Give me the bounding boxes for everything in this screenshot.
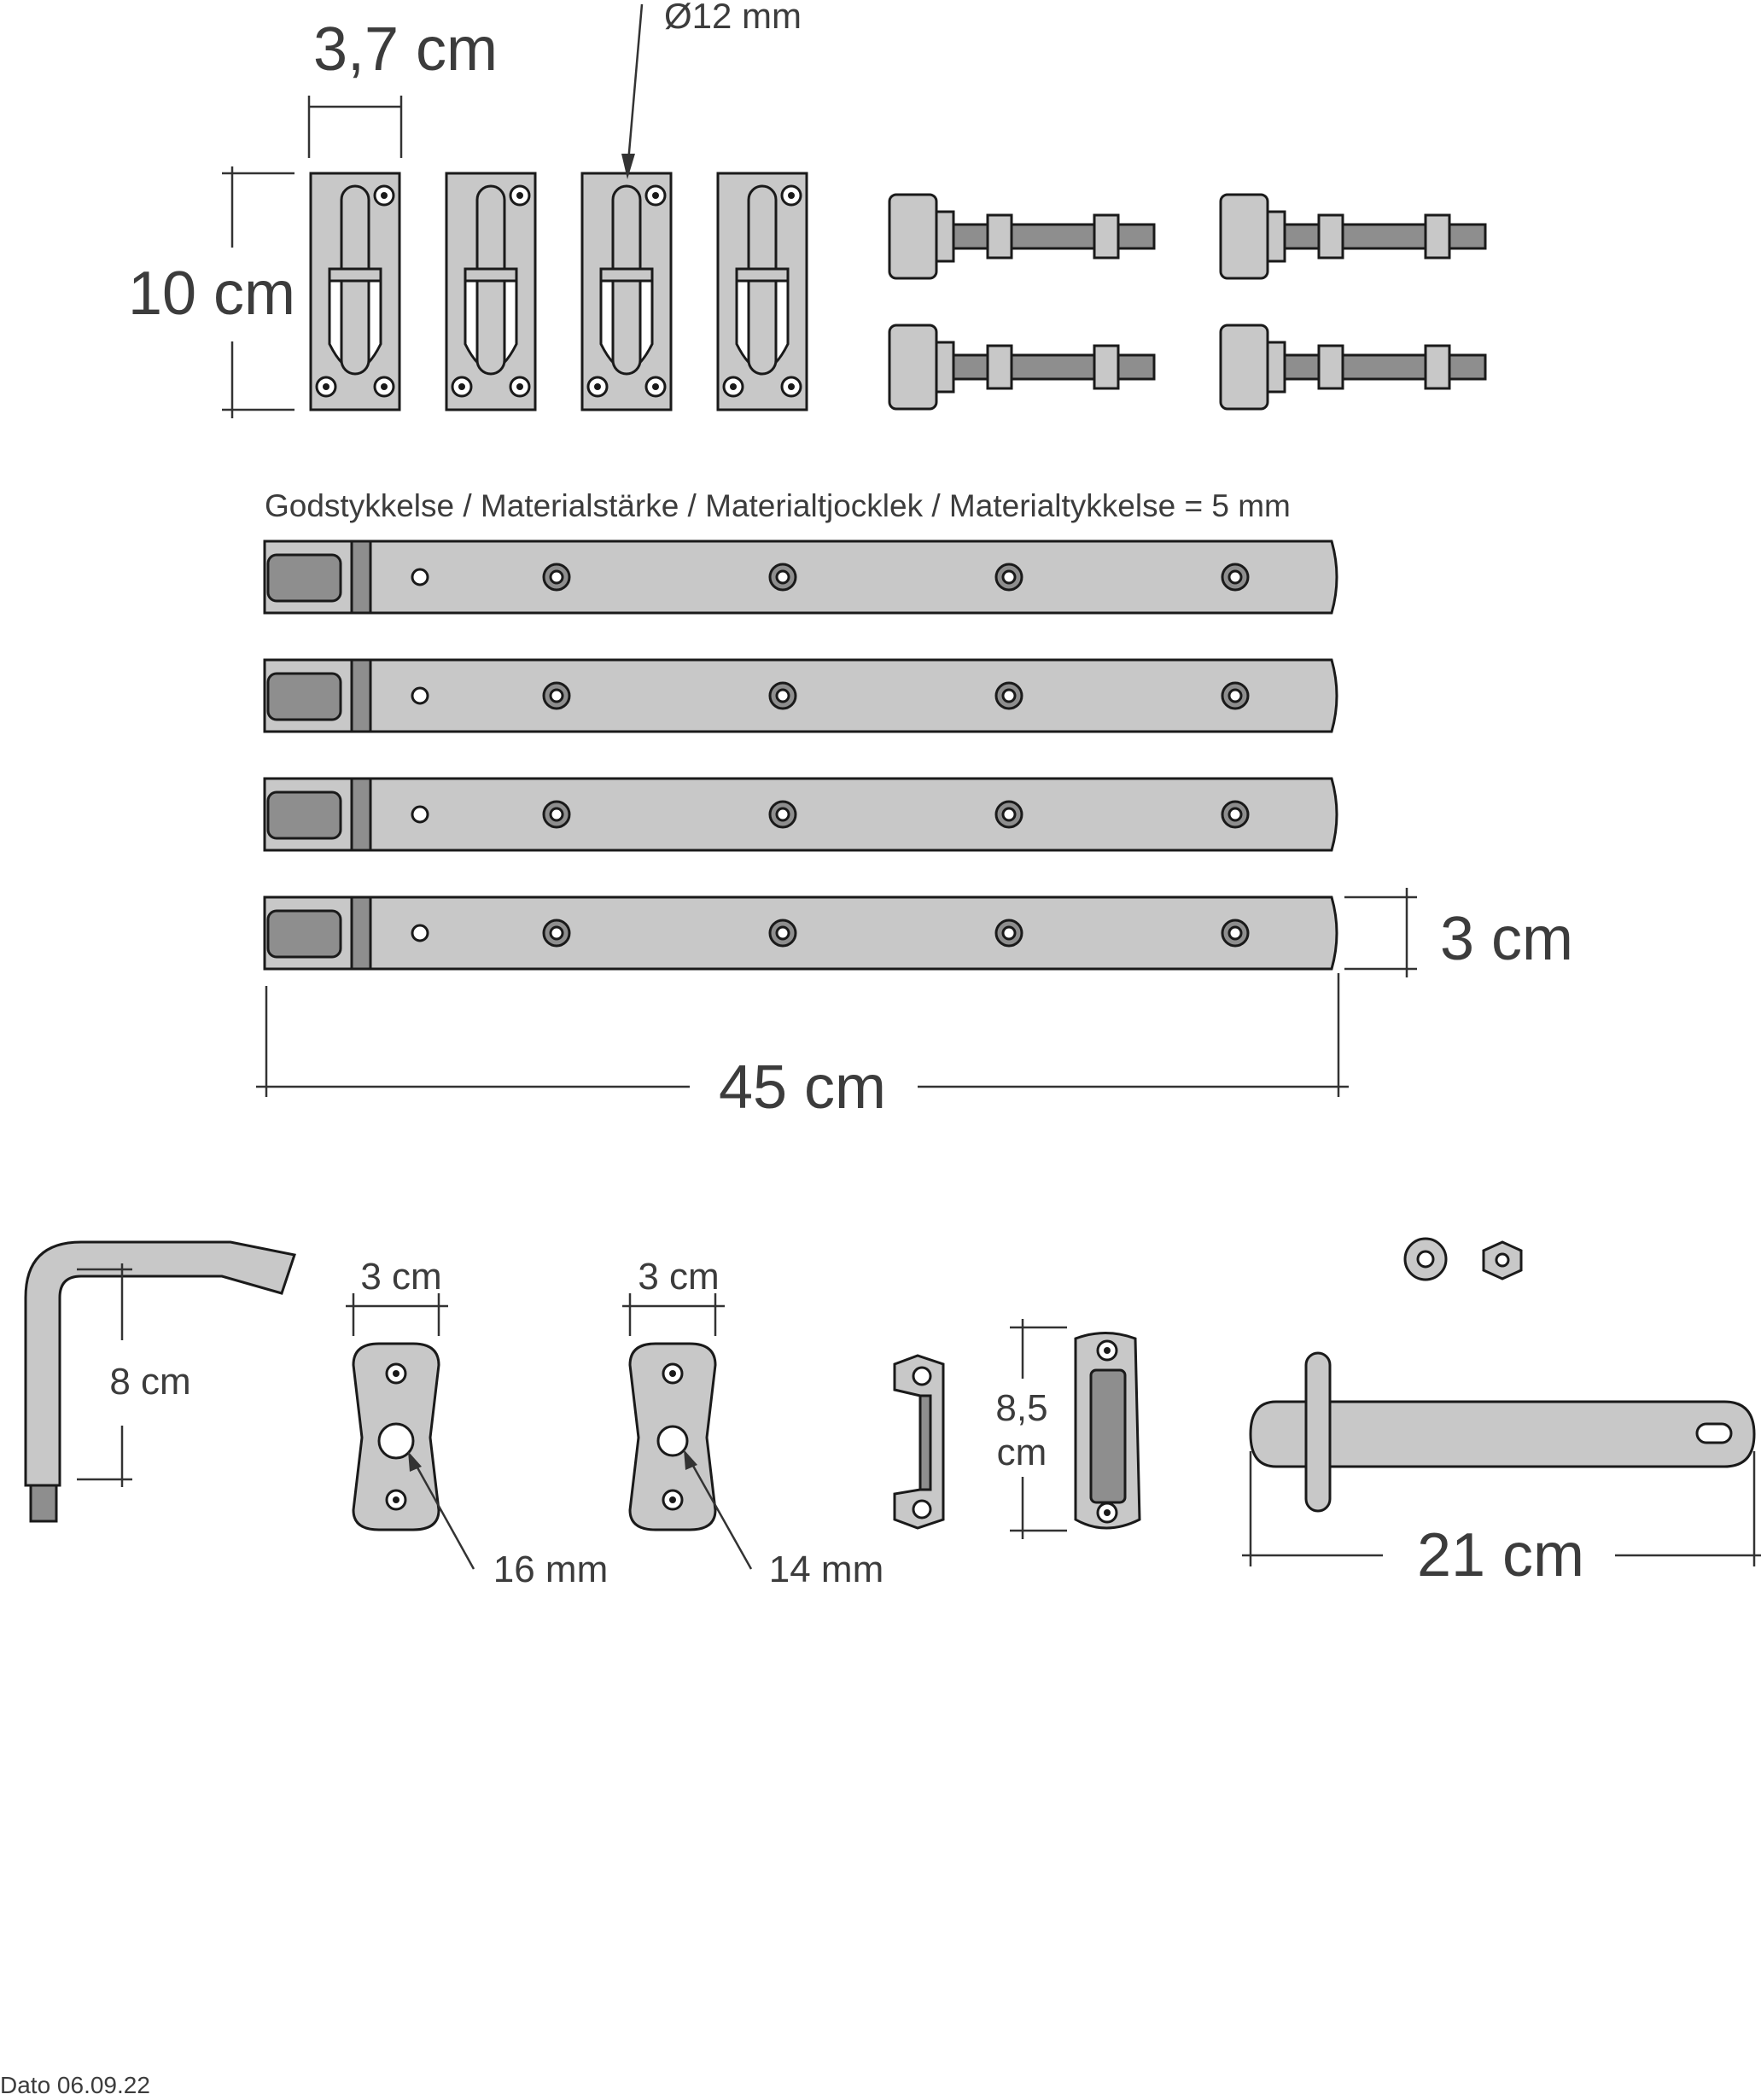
pin-diameter-label: Ø12 mm [664,0,802,36]
slide-bolt [1251,1353,1754,1511]
plate-b-width-label: 3 cm [638,1256,720,1298]
hinge-bolt-4 [1221,325,1485,409]
strap-width-label: 3 cm [1439,905,1574,973]
thickness-note: Godstykkelse / Materialstärke / Materialtjocklek / Materialtykkelse = 5 mm [265,488,1291,523]
catch-height-label-line2: cm [996,1432,1047,1473]
strap-hinge-2 [265,660,1337,732]
plate-a-hole-label: 16 mm [493,1549,609,1590]
hole-plate-16mm [353,1344,439,1530]
pin-diameter-leader [621,4,642,179]
catch-plate [1076,1333,1140,1529]
washer [1405,1239,1446,1280]
plate-a-width-label: 3 cm [360,1256,442,1298]
pin-plate-3 [582,173,671,410]
plate-width-label: 3,7 cm [312,15,499,84]
strap-width-dimension [1344,888,1417,977]
date-label: Dato 06.09.22 [0,2072,150,2098]
catch-height-dimension [1010,1319,1067,1539]
plate-b-width-dimension [622,1293,725,1336]
strap-hinge-3 [265,779,1337,850]
pin-plate-2 [446,173,535,410]
pin-plate-1 [311,173,399,410]
hole-plate-14mm [630,1344,715,1530]
strap-hinge-4 [265,897,1337,969]
catch-height-label-line1: 8,5 [995,1387,1048,1429]
nut [1484,1242,1521,1279]
hinge-bolt-1 [889,195,1154,278]
bracket [895,1356,943,1528]
plate-height-label: 10 cm [127,260,296,328]
bolt-length-label: 21 cm [1416,1521,1585,1590]
hinge-bolt-2 [1221,195,1485,278]
strap-hinge-1 [265,541,1337,613]
hinge-bolt-3 [889,325,1154,409]
pin-plate-4 [718,173,807,410]
plate-b-hole-label: 14 mm [768,1549,884,1590]
strap-length-label: 45 cm [718,1053,887,1122]
plate-width-dimension [309,96,401,158]
plate-a-width-dimension [346,1293,448,1336]
hook-height-label: 8 cm [109,1361,191,1403]
